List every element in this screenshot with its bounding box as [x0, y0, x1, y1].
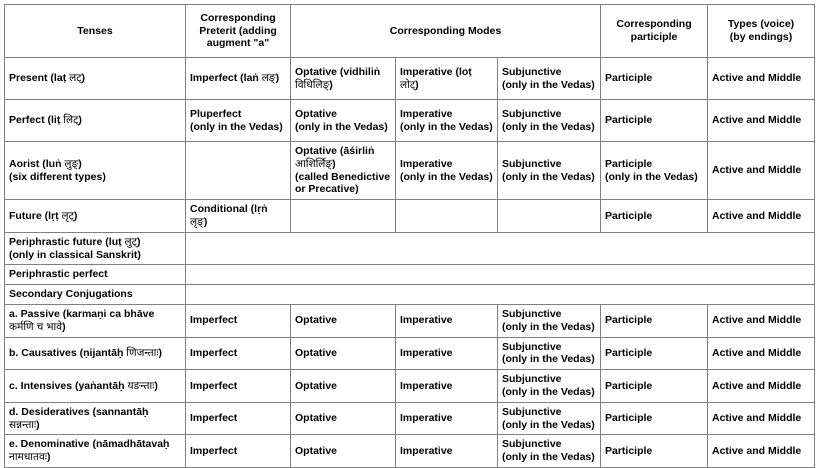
cell-tense: Perfect (liṭ लिट्)	[5, 100, 186, 142]
devanagari-text: सन्नन्ताः	[9, 418, 37, 431]
devanagari-text: विधिलिङ्	[295, 78, 330, 91]
cell-imperative: Imperative	[396, 435, 498, 468]
devanagari-text: भावे	[46, 320, 63, 333]
cell-participle: Participle	[601, 370, 708, 403]
cell-imperative	[396, 200, 498, 233]
cell-types: Active and Middle	[708, 370, 815, 403]
header-preterit-line2: Preterit (adding	[199, 24, 277, 37]
cell-preterit: Pluperfect (only in the Vedas)	[186, 100, 291, 142]
header-types-line2: (by endings)	[729, 31, 793, 43]
cell-participle: Participle	[601, 402, 708, 435]
table-header-row	[5, 5, 815, 58]
cell-preterit: Imperfect	[186, 402, 291, 435]
cell-periphrastic-perfect-label: Periphrastic perfect	[5, 265, 186, 285]
cell-types: Active and Middle	[708, 304, 815, 337]
cell-types: Active and Middle	[708, 142, 815, 200]
devanagari-text: लुट्	[124, 235, 137, 248]
header-types-line1: Types (voice)	[727, 18, 795, 31]
cell-preterit: Imperfect	[186, 370, 291, 403]
devanagari-text: आशिर्लिङ्	[295, 157, 333, 170]
cell-imperative: Imperative	[396, 304, 498, 337]
header-preterit-line1: Corresponding	[200, 11, 276, 24]
devanagari-text: लिट्	[63, 114, 79, 127]
cell-subjunctive: Subjunctive (only in the Vedas)	[498, 435, 601, 468]
cell-preterit: Conditional (lṛṅ लृङ्)	[186, 200, 291, 233]
cell-subjunctive: Subjunctive (only in the Vedas)	[498, 100, 601, 142]
table-row-periphrastic-perfect	[5, 265, 815, 285]
table-row	[5, 58, 815, 100]
cell-empty-span	[186, 265, 815, 285]
cell-preterit: Imperfect	[186, 337, 291, 370]
cell-optative: Optative (only in the Vedas)	[291, 100, 396, 142]
devanagari-text: लृट्	[61, 209, 74, 222]
cell-imperative: Imperative (only in the Vedas)	[396, 142, 498, 200]
table-row-secondary-conjugations-heading	[5, 285, 815, 305]
devanagari-text: लुङ्	[64, 157, 79, 170]
cell-tense: Aorist (luṅ लुङ्) (six different types)	[5, 142, 186, 200]
cell-participle: Participle	[601, 337, 708, 370]
devanagari-text: नामधातवः	[9, 451, 47, 464]
cell-tense: c. Intensives (yaṅantāḥ यङन्ताः)	[5, 370, 186, 403]
cell-tense: e. Denominative (nāmadhātavaḥ नामधातवः)	[5, 435, 186, 468]
cell-tense: b. Causatives (ṇijantāḥ णिजन्ताः)	[5, 337, 186, 370]
cell-participle: Participle	[601, 304, 708, 337]
table-row	[5, 142, 815, 200]
cell-tense: Present (laṭ लट्)	[5, 58, 186, 100]
table-row	[5, 200, 815, 233]
cell-subjunctive: Subjunctive (only in the Vedas)	[498, 58, 601, 100]
table-row	[5, 100, 815, 142]
cell-empty-span	[186, 285, 815, 305]
devanagari-text: कर्मणि	[9, 320, 34, 333]
cell-participle: Participle	[601, 58, 708, 100]
cell-preterit: Imperfect (laṅ लङ्)	[186, 58, 291, 100]
cell-types: Active and Middle	[708, 100, 815, 142]
cell-tense: a. Passive (karmaṇi ca bhāve कर्मणि च भावे)	[5, 304, 186, 337]
table-row	[5, 435, 815, 468]
cell-periphrastic-future-label: Periphrastic future (luṭ लुट्) (only in classical Sanskrit)	[5, 232, 186, 265]
cell-tense: Future (lṛṭ लृट्)	[5, 200, 186, 233]
devanagari-text: यङन्ताः	[127, 379, 155, 392]
cell-subjunctive: Subjunctive (only in the Vedas)	[498, 402, 601, 435]
cell-types: Active and Middle	[708, 337, 815, 370]
table-row	[5, 402, 815, 435]
devanagari-text: णिजन्ताः	[126, 346, 159, 359]
cell-participle: Participle	[601, 435, 708, 468]
sanskrit-conjugation-table-container	[4, 4, 814, 468]
table-row	[5, 370, 815, 403]
header-tenses: Tenses	[5, 5, 186, 58]
cell-types: Active and Middle	[708, 58, 815, 100]
table-row-periphrastic-future	[5, 232, 815, 265]
devanagari-text: लट्	[69, 72, 82, 85]
cell-tense: d. Desideratives (sannantāḥ सन्नन्ताः)	[5, 402, 186, 435]
cell-imperative: Imperative (only in the Vedas)	[396, 100, 498, 142]
cell-secondary-conjugations-label: Secondary Conjugations	[5, 285, 186, 305]
devanagari-text: च	[36, 320, 44, 333]
cell-imperative: Imperative	[396, 402, 498, 435]
cell-subjunctive	[498, 200, 601, 233]
devanagari-text: लृङ्	[190, 215, 204, 228]
header-preterit-line3: augment "a"	[206, 37, 270, 50]
header-participle-line2: participle	[630, 31, 678, 43]
cell-types: Active and Middle	[708, 402, 815, 435]
cell-types: Active and Middle	[708, 200, 815, 233]
cell-optative: Optative (vidhiliṅ विधिलिङ्)	[291, 58, 396, 100]
cell-subjunctive: Subjunctive (only in the Vedas)	[498, 304, 601, 337]
cell-preterit	[186, 142, 291, 200]
table-row	[5, 337, 815, 370]
cell-optative: Optative	[291, 435, 396, 468]
cell-optative: Optative	[291, 370, 396, 403]
header-participle-line1: Corresponding	[616, 18, 692, 31]
devanagari-text: लङ्	[261, 72, 276, 85]
cell-subjunctive: Subjunctive (only in the Vedas)	[498, 142, 601, 200]
header-types-voice	[708, 5, 815, 58]
cell-subjunctive: Subjunctive (only in the Vedas)	[498, 337, 601, 370]
cell-imperative: Imperative (loṭ लोट्)	[396, 58, 498, 100]
cell-participle: Participle	[601, 100, 708, 142]
cell-types: Active and Middle	[708, 435, 815, 468]
cell-participle: Participle	[601, 200, 708, 233]
cell-preterit: Imperfect	[186, 435, 291, 468]
cell-optative	[291, 200, 396, 233]
devanagari-text: लोट्	[400, 78, 416, 91]
cell-optative: Optative (āśirliṅ आशिर्लिङ्) (called Benedictive or Precative)	[291, 142, 396, 200]
sanskrit-conjugation-table	[4, 4, 815, 468]
cell-imperative: Imperative	[396, 370, 498, 403]
cell-empty-span	[186, 232, 815, 265]
cell-imperative: Imperative	[396, 337, 498, 370]
cell-optative: Optative	[291, 402, 396, 435]
table-row	[5, 304, 815, 337]
cell-participle: Participle (only in the Vedas)	[601, 142, 708, 200]
cell-optative: Optative	[291, 304, 396, 337]
header-corresponding-modes: Corresponding Modes	[291, 5, 601, 58]
header-corresponding-preterit	[186, 5, 291, 58]
cell-subjunctive: Subjunctive (only in the Vedas)	[498, 370, 601, 403]
cell-preterit: Imperfect	[186, 304, 291, 337]
header-corresponding-participle	[601, 5, 708, 58]
cell-optative: Optative	[291, 337, 396, 370]
